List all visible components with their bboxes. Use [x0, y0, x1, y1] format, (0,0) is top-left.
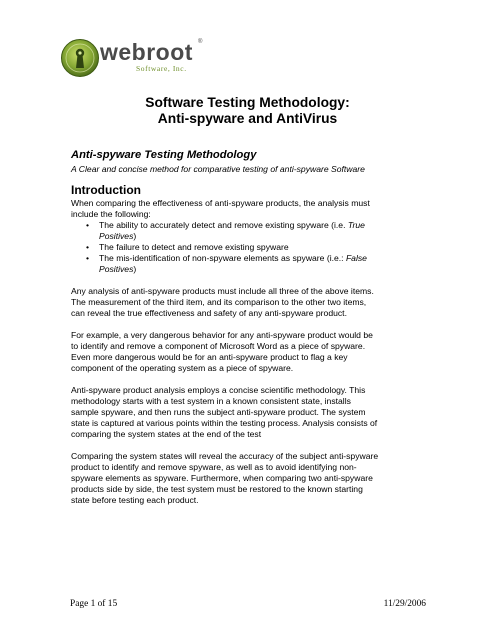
text-line: For example, a very dangerous behavior for any anti-spyware product would be — [71, 330, 373, 340]
text-line: When comparing the effectiveness of anti-spyware products, the analysis must — [71, 198, 370, 208]
text-line: Any analysis of anti-spyware products must include all three of the above items. — [71, 286, 374, 296]
list-item — [86, 242, 426, 253]
text-line: Positives — [99, 231, 134, 241]
text-line: component of the operating system as a piece of spyware. — [71, 363, 294, 373]
document-title-line-1: Software Testing Methodology: — [145, 95, 350, 110]
text-line: product to identify and remove spyware, as well as to avoid identifying non- — [71, 462, 357, 472]
bullet-icon: • — [86, 220, 90, 230]
text-line: ) — [133, 264, 137, 274]
text-line: The ability to accurately detect and remove existing spyware (i.e. — [99, 220, 348, 230]
registered-mark: ® — [198, 39, 203, 45]
logo-subtitle: Software, Inc. — [136, 64, 187, 73]
intro-paragraph-5 — [71, 451, 431, 506]
intro-paragraph-1 — [71, 198, 431, 220]
text-line: can reveal the true effectiveness and safety of any anti-spyware product. — [71, 308, 347, 318]
text-line: products side by side, the test system must be restored to the known starting — [71, 484, 363, 494]
text-line: False — [345, 253, 367, 263]
list-item — [86, 253, 426, 275]
page-number: Page 1 of 15 — [70, 599, 118, 609]
text-line: The mis-identification of non-spyware elements as spyware (i.e.: — [99, 253, 346, 263]
text-line: state is captured at various points within the testing process. Analysis consists of — [71, 418, 378, 428]
intro-paragraph-4 — [71, 385, 431, 440]
text-line: to identify and remove a component of Microsoft Word as a piece of spyware. — [71, 341, 366, 351]
text-line: spyware elements as spyware. Furthermore, when comparing two anti-spyware — [71, 473, 373, 483]
intro-paragraph-2 — [71, 286, 431, 319]
text-line: Anti-spyware product analysis employs a concise scientific methodology. This — [71, 385, 366, 395]
text-line: Even more dangerous would be for an anti-spyware product to flag a key — [71, 352, 348, 362]
document-title-line-2: Anti-spyware and AntiVirus — [157, 111, 338, 126]
webroot-wordmark: webroot — [100, 39, 193, 65]
text-line: sample spyware, and then runs the subject anti-spyware product. The system — [71, 407, 366, 417]
bullet-icon: • — [86, 253, 90, 263]
list-item — [86, 220, 426, 242]
document-date: 11/29/2006 — [383, 599, 426, 609]
bullet-icon: • — [86, 242, 90, 252]
text-line: The failure to detect and remove existing spyware — [99, 242, 289, 252]
webroot-emblem-icon — [60, 38, 100, 78]
text-line: methodology starts with a test system in a known consistent state, installs — [71, 396, 351, 406]
text-line: Comparing the system states will reveal the accuracy of the subject anti-spyware — [71, 451, 379, 461]
webroot-logo — [60, 38, 210, 78]
introduction-heading: Introduction — [71, 183, 141, 197]
section-heading: Anti-spyware Testing Methodology — [71, 149, 257, 161]
text-line: comparing the system states at the end of the test — [71, 429, 262, 439]
text-line: state before testing each product. — [71, 495, 199, 505]
text-line: True — [347, 220, 365, 230]
intro-paragraph-3 — [71, 330, 431, 374]
text-line: The measurement of the third item, and its comparison to the other two items, — [71, 297, 367, 307]
section-subheading: A Clear and concise method for comparative testing of anti-spyware Software — [71, 164, 365, 174]
text-line: ) — [133, 231, 137, 241]
text-line: include the following: — [71, 209, 151, 219]
criteria-list — [86, 220, 426, 275]
text-line: Positives — [99, 264, 134, 274]
